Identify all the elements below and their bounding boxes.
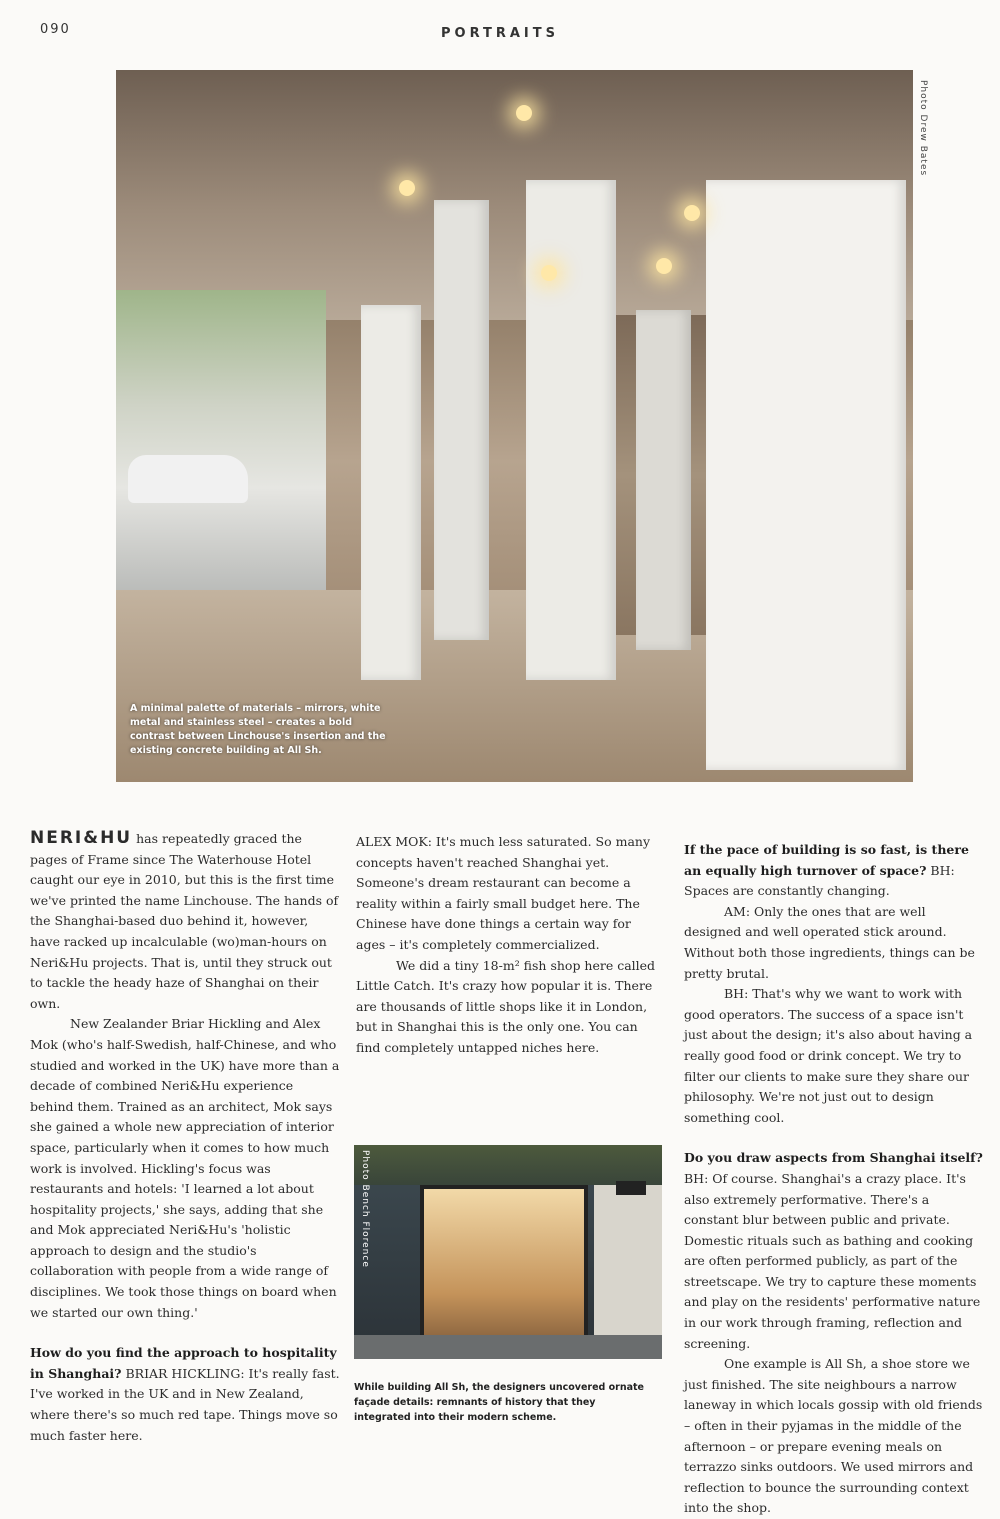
- interview-block: [30, 1343, 340, 1446]
- article-column-2: [356, 832, 661, 1059]
- shop-tree: [354, 1145, 662, 1185]
- light-bulb: [399, 180, 415, 196]
- hero-panel: [636, 310, 691, 650]
- body-paragraph: BH: That's why we want to work with good operators. The success of a space isn't just about the design; it's also about having a really good food or drink concept. We try to filter our clients to make sure they share our philosophy. We're not just out to design something cool.: [684, 986, 973, 1125]
- interview-answer: BRIAR HICKLING: It's really fast. I've worked in the UK and in New Zealand, where there's so much red tape. Things move so much faster here.: [30, 1365, 340, 1443]
- shop-caption: While building All Sh, the designers uncovered ornate façade details: remnants of history that they integrated into their modern scheme.: [354, 1382, 644, 1423]
- interview-question: If the pace of building is so fast, is there an equally high turnover of space?: [684, 842, 969, 878]
- article-column-3: [684, 840, 984, 1519]
- interview-block: [684, 1148, 984, 1354]
- hero-panel: [434, 200, 489, 640]
- hero-panel: [706, 180, 906, 770]
- body-paragraph: One example is All Sh, a shoe store we just finished. The site neighbours a narrow laneway in which locals gossip with old friends – often in their pyjamas in the middle of the afternoon – or prepare evening meals on terrazzo sinks outdoors. We used mirrors and reflection to bounce the surrounding context into the shop.: [684, 1356, 983, 1516]
- hero-photo: [116, 70, 913, 782]
- hero-photo-credit: Photo Drew Bates: [918, 80, 928, 177]
- hero-panel: [526, 180, 616, 680]
- body-paragraph: New Zealander Briar Hickling and Alex Mok (who's half-Swedish, half-Chinese, and who studied and worked in the UK) have more than a decade of combined Neri&Hu experience behind them. Trained as an architect, Mok says she gained a whole new appreciation of interior space, particularly when it comes to how much work is involved. Hickling's focus was restaurants and hotels: 'I learned a lot about hospitality projects,' she says, adding that she and Mok appreciated Neri&Hu's 'holistic approach to design and the studio's collaboration with people from a wide range of disciplines. We took those things on board when we started our own thing.': [30, 1016, 340, 1320]
- light-bulb: [656, 258, 672, 274]
- lead-paragraph: [30, 828, 340, 1014]
- interview-answer: BH: Spaces are constantly changing.: [684, 862, 955, 899]
- shop-step: [354, 1335, 662, 1359]
- interview-answer: BH: Of course. Shanghai's a crazy place. It's also extremely performative. There's a constant blur between public and private. Domestic rituals such as bathing and cooking are often performed publicly, as part of the streetscape. We try to capture these moments and play on the residents' performative nature in our work through framing, reflection and screening.: [684, 1170, 981, 1351]
- body-paragraph: ALEX MOK: It's much less saturated. So many concepts haven't reached Shanghai yet. Someone's dream restaurant can become a reality within a fairly small budget here. The Chinese have done things a certain way for ages – it's completely commercialized.: [356, 834, 651, 952]
- hero-caption: A minimal palette of materials – mirrors, white metal and stainless steel – creates a bold contrast between Linchouse's insertion and the existing concrete building at All Sh.: [130, 703, 386, 756]
- shop-photo-credit: Photo Bench Florence: [360, 1150, 370, 1268]
- lead-text: has repeatedly graced the pages of Frame since The Waterhouse Hotel caught our eye in 2010, but this is the first time we've printed the name Linchouse. The hands of the Shanghai-based duo behind it, however, have racked up incalculable (wo)man-hours on Neri&Hu projects. That is, until they struck out to tackle the heady haze of Shanghai on their own.: [30, 831, 339, 1011]
- page-number: 090: [40, 22, 71, 37]
- light-bulb: [541, 265, 557, 281]
- body-paragraph: We did a tiny 18-m² fish shop here called Little Catch. It's crazy how popular it is. There are thousands of little shops like it in London, but in Shanghai this is the only one. You can find completely untapped niches here.: [356, 957, 656, 1055]
- shop-house-plate: [616, 1181, 646, 1195]
- light-bulb: [516, 105, 532, 121]
- lead-name: NERI&HU: [30, 828, 133, 848]
- hero-panel: [361, 305, 421, 680]
- section-title: PORTRAITS: [440, 26, 559, 41]
- interview-block: [684, 840, 984, 902]
- interview-question: How do you find the approach to hospitality in Shanghai?: [30, 1345, 337, 1381]
- shop-wall: [594, 1185, 662, 1359]
- article-column-1: [30, 828, 340, 1446]
- interview-question: Do you draw aspects from Shanghai itself?: [684, 1150, 983, 1166]
- light-bulb: [684, 205, 700, 221]
- body-paragraph: AM: Only the ones that are well designed and well operated stick around. Without both those ingredients, things can be pretty brutal.: [684, 903, 975, 981]
- hero-car: [128, 455, 248, 503]
- shop-doorway: [420, 1185, 588, 1343]
- shop-photo: [354, 1145, 662, 1359]
